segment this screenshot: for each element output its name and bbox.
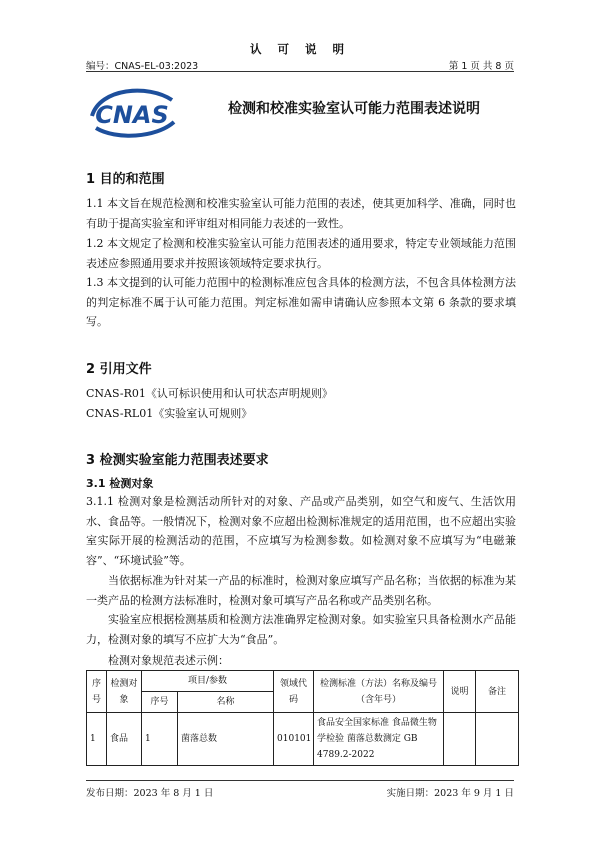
header-field-code: 领域代码 — [274, 671, 314, 713]
header-remark: 备注 — [476, 671, 519, 713]
header-sub-seq: 序号 — [142, 692, 178, 713]
header-divider — [86, 71, 514, 72]
header-object: 检测对象 — [107, 671, 142, 713]
header-title: 认 可 说 明 — [249, 42, 350, 56]
header-item-param: 项目/参数 — [142, 671, 274, 692]
cell-object: 食品 — [107, 713, 142, 766]
header-note: 说明 — [444, 671, 476, 713]
effective-date: 实施日期：2023 年 9 月 1 日 — [386, 788, 514, 799]
section-3-1-1-para-2: 当依据标准为针对某一产品的标准时，检测对象应填写产品名称；当依据的标准为某一类产品的检测方法标准时，检测对象可填写产品名称或产品类别名称。 — [86, 574, 516, 607]
section-1-3: 1.3 本文提到的认可能力范围中的检测标准应包含具体的检测方法，不包含具体检测方法的判定标准不属于认可能力范围。判定标准如需申请确认应参照本文第 6 条款的要求填写。 — [86, 276, 516, 329]
cell-seq: 1 — [87, 713, 107, 766]
section-3-heading: 3 检测实验室能力范围表述要求 — [86, 453, 269, 468]
publish-date: 发布日期：2023 年 8 月 1 日 — [86, 788, 214, 799]
cell-standard: 食品安全国家标准 食品微生物学检验 菌落总数测定 GB 4789.2-2022 — [314, 713, 444, 766]
footer-divider — [86, 780, 514, 781]
cell-field-code: 010101 — [274, 713, 314, 766]
cell-sub-seq: 1 — [142, 713, 178, 766]
doc-number: 编号：CNAS-EL-03:2023 — [86, 61, 199, 72]
reference-2: CNAS-RL01《实验室认可规则》 — [86, 407, 253, 420]
header-sub-name: 名称 — [178, 692, 274, 713]
section-1-heading: 1 目的和范围 — [86, 172, 165, 187]
header-standard: 检测标准（方法）名称及编号（含年号） — [314, 671, 444, 713]
section-3-1-heading: 3.1 检测对象 — [86, 477, 154, 490]
section-1-1: 1.1 本文旨在规范检测和校准实验室认可能力范围的表述，使其更加科学、准确，同时也有助于提高实验室和评审组对相同能力表述的一致性。 — [86, 197, 516, 230]
section-3-1-1-para-3: 实验室应根据检测基质和检测方法准确界定检测对象。如实验室只具备检测水产品能力，检测对象的填写不应扩大为“食品”。 — [86, 613, 516, 646]
cell-note — [444, 713, 476, 766]
cell-sub-name: 菌落总数 — [178, 713, 274, 766]
table-row — [87, 713, 519, 766]
cell-remark — [476, 713, 519, 766]
reference-1: CNAS-R01《认可标识使用和认可状态声明规则》 — [86, 387, 333, 400]
cnas-logo — [86, 82, 178, 142]
table-caption: 检测对象规范表述示例： — [108, 654, 229, 667]
document-title: 检测和校准实验室认可能力范围表述说明 — [228, 101, 480, 117]
section-3-1-1: 3.1.1 检测对象是检测活动所针对的对象、产品或产品类别，如空气和废气、生活饮用水、食品等。一般情况下，检测对象不应超出检测标准规定的适用范围，也不应超出实验室实际开展的检测活动的范围，不应填写为检测参数。如检测对象不应填写为“电磁兼容”、“环境试验”等。 — [86, 495, 516, 568]
logo-text: CNAS — [95, 101, 169, 129]
section-1-2: 1.2 本文规定了检测和校准实验室认可能力范围表述的通用要求，特定专业领域能力范围表述应参照通用要求并按照该领域特定要求执行。 — [86, 237, 516, 270]
scope-example-table — [86, 670, 519, 766]
header-seq: 序号 — [87, 671, 107, 713]
section-2-heading: 2 引用文件 — [86, 362, 152, 377]
page-info: 第 1 页 共 8 页 — [448, 61, 514, 72]
